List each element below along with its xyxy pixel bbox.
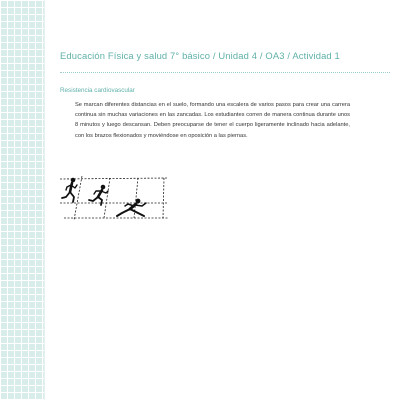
header-separator: / xyxy=(212,50,216,61)
header-unit: Unidad 4 xyxy=(218,50,258,61)
strip-edge xyxy=(44,0,45,400)
header-divider xyxy=(60,72,390,73)
decorative-grid-strip xyxy=(0,0,44,400)
header-activity: Actividad 1 xyxy=(292,50,340,61)
header-oa: OA3 xyxy=(265,50,285,61)
header-subject: Educación Física y salud 7° básico xyxy=(60,50,211,61)
activity-description: Se marcan diferentes distancias en el suelo, formando una escalera de varios pasos para crear una carrera continua sin muchas variaciones en las zancadas. Los estudiantes corren de manera continua durante unos 8 minutos y luego descansan. Deben preocuparse de tener el cuerpo ligeramente inclinado hacia adelante, con los brazos flexionados y moviéndose en oposición a las piernas. xyxy=(75,102,350,139)
running-figures-icon xyxy=(60,176,170,224)
section-title: Resistencia cardiovascular xyxy=(60,87,135,94)
header-separator: / xyxy=(287,50,291,61)
page-header xyxy=(60,50,390,61)
header-separator: / xyxy=(259,50,263,61)
